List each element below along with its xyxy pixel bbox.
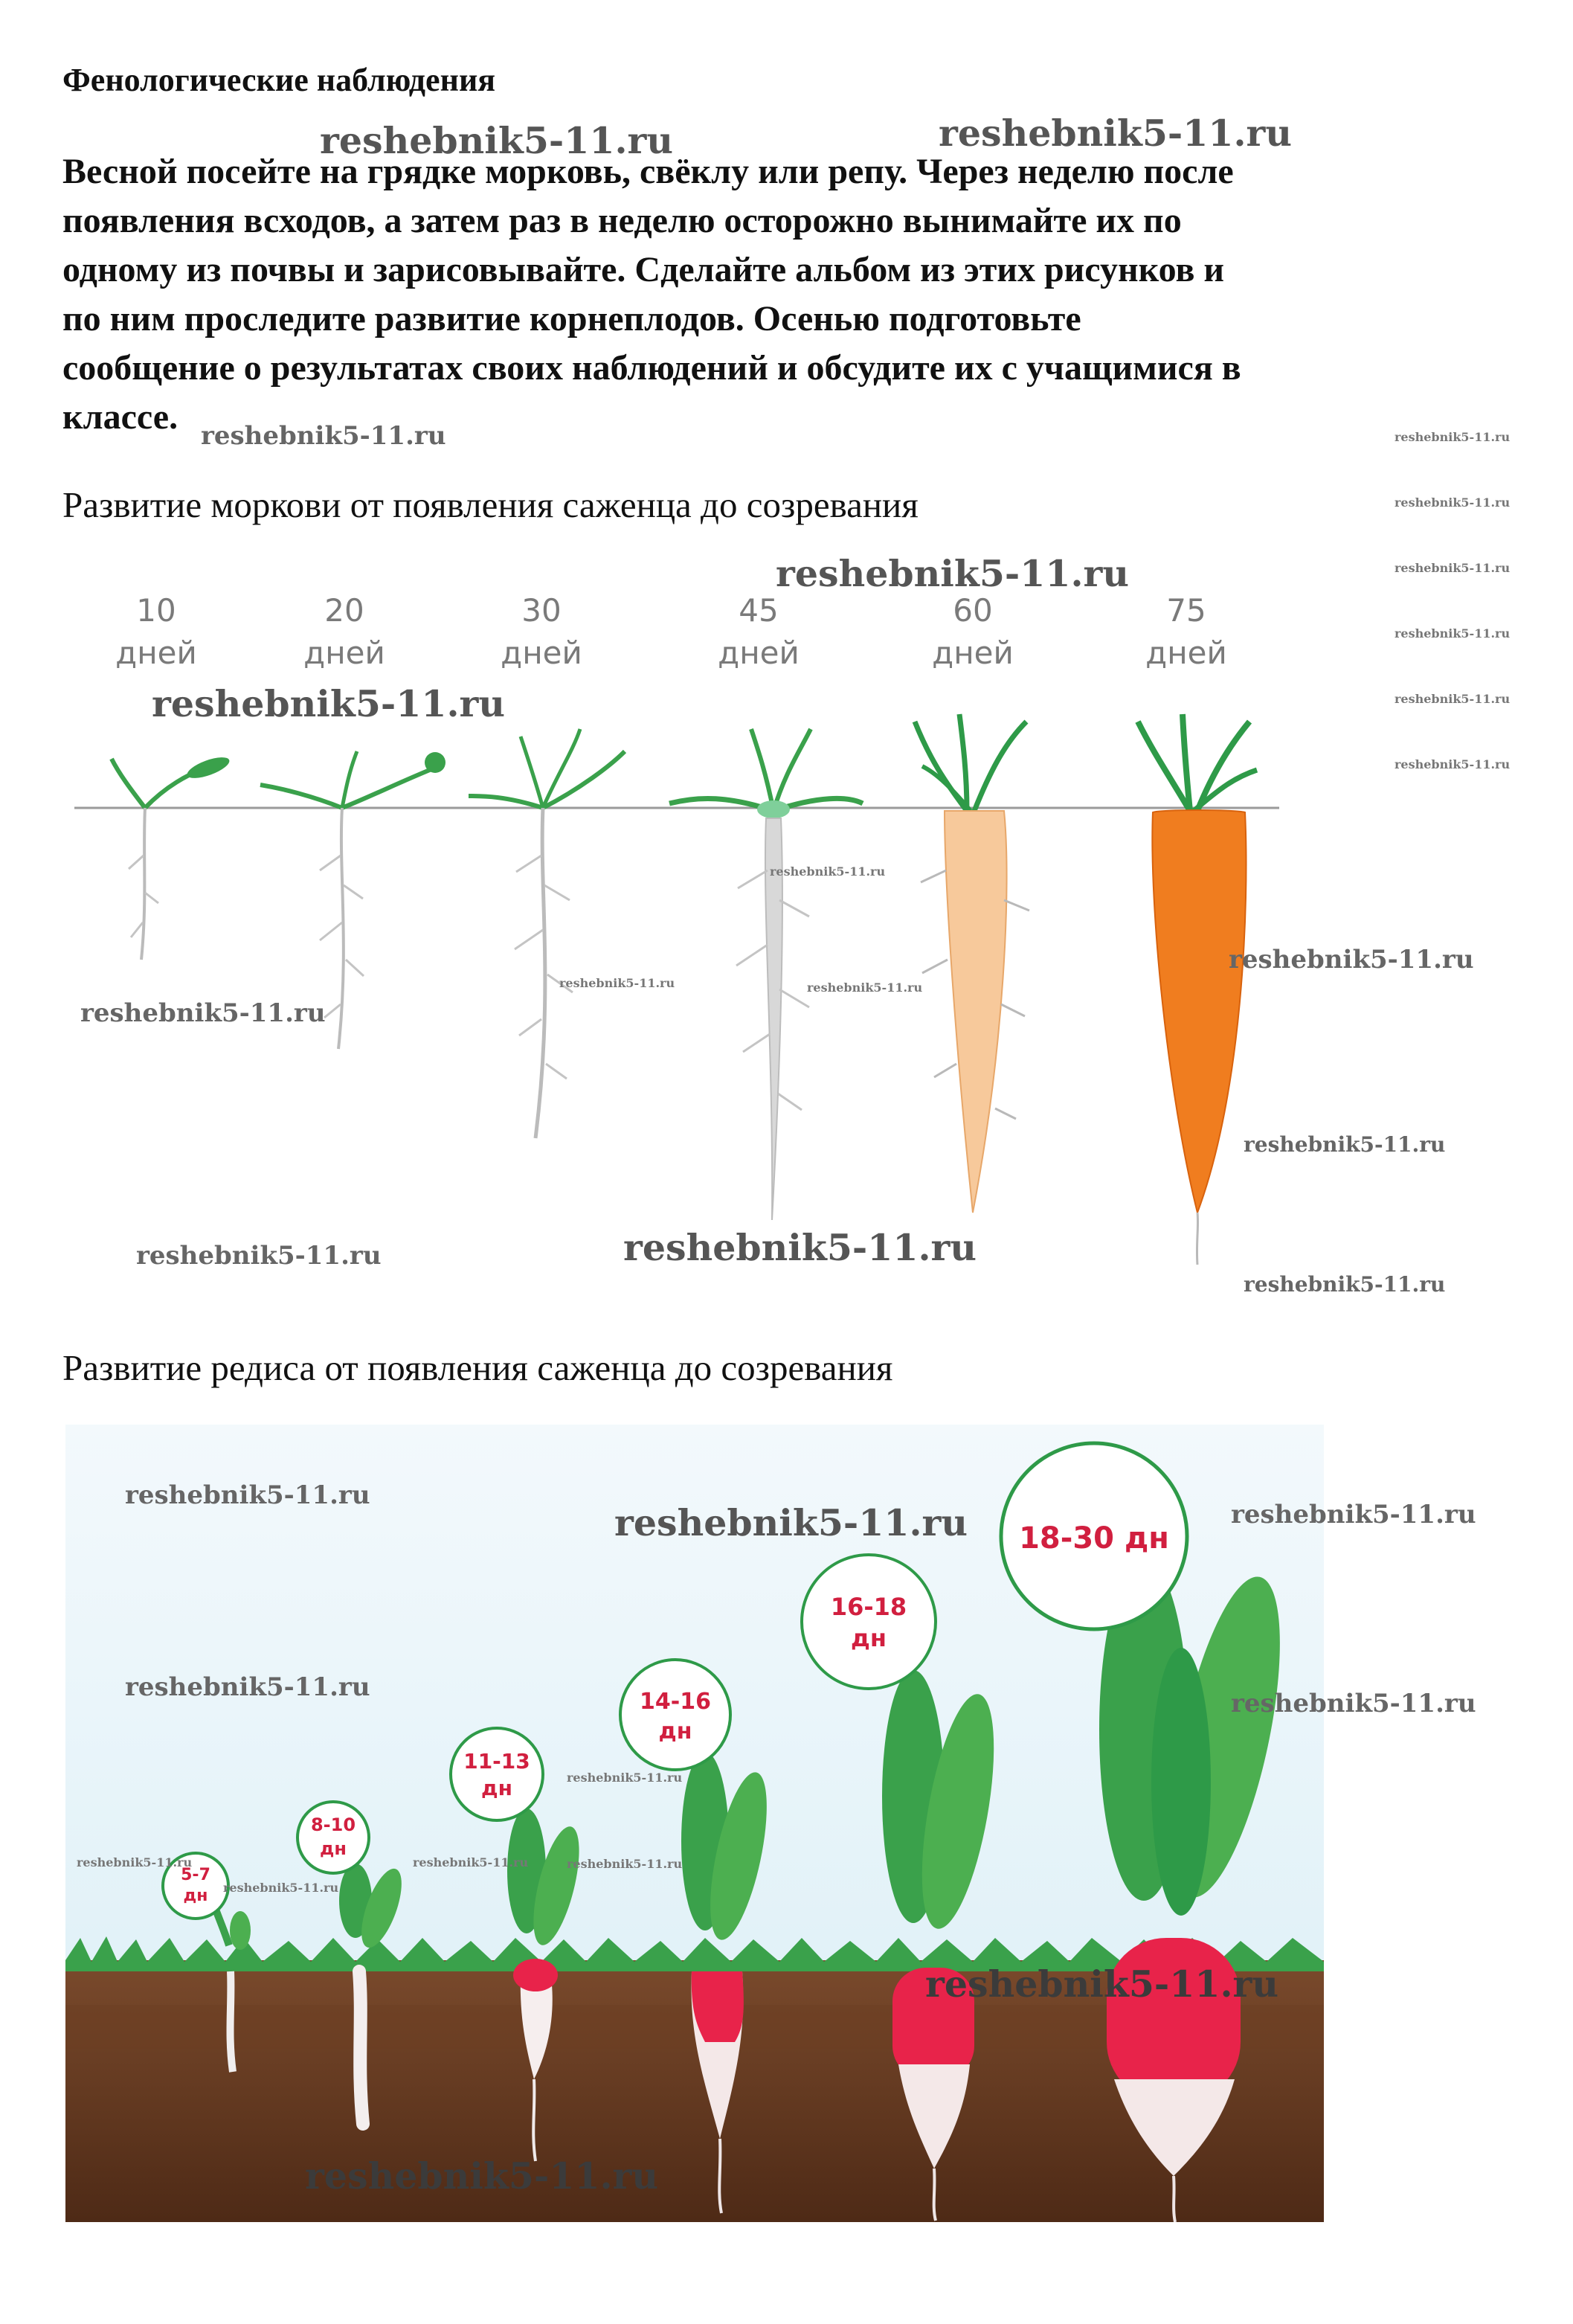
badge-line2: дн [658,1718,692,1744]
badge-line1: 5-7 [181,1866,210,1884]
task-line: классе. [62,397,178,437]
watermark: reshebnik5-11.ru [1395,561,1511,575]
watermark: reshebnik5-11.ru [623,1226,977,1269]
carrot-stage-unit: дней [115,635,197,671]
task-text [62,147,1531,442]
carrot-stage-unit: дней [501,635,582,671]
carrot-stage-unit: дней [1145,635,1227,671]
carrot-stage-unit: дней [932,635,1014,671]
watermark: reshebnik5-11.ru [1244,1272,1446,1297]
watermark: reshebnik5-11.ru [80,998,326,1028]
watermark: reshebnik5-11.ru [559,976,675,990]
watermark: reshebnik5-11.ru [201,421,446,451]
carrot-stage-number: 10 [136,592,176,629]
badge-16-18 [802,1555,936,1689]
badge-line2: дн [183,1887,208,1905]
watermark: reshebnik5-11.ru [125,1480,370,1510]
carrot-seedling-30 [469,729,625,1138]
task-line: по ним проследите развитие корнеплодов. Осенью подготовьте [62,299,1081,338]
carrot-stage-label-2 [303,592,385,671]
badge-14-16 [620,1660,730,1770]
carrot-stage-label-3 [501,592,582,671]
carrot-stage-unit: дней [303,635,385,671]
watermark: reshebnik5-11.ru [567,1771,683,1785]
task-line: Весной посейте на грядке морковь, свёклу или репу. Через неделю после [62,152,1234,191]
badge-line1: 8-10 [310,1814,356,1835]
carrot-stage-unit: дней [718,635,800,671]
watermark: reshebnik5-11.ru [770,864,886,879]
watermark: reshebnik5-11.ru [1395,626,1511,641]
watermark: reshebnik5-11.ru [1395,757,1511,771]
carrot-stage-label-6 [1145,592,1227,671]
badge-text: 18-30 дн [1019,1521,1169,1556]
watermark: reshebnik5-11.ru [614,1501,968,1544]
watermark: reshebnik5-11.ru [939,112,1292,155]
watermark: reshebnik5-11.ru [77,1855,193,1869]
carrot-stage-number: 60 [953,592,993,629]
watermark: reshebnik5-11.ru [925,1962,1278,2006]
watermark: reshebnik5-11.ru [125,1672,370,1702]
carrot-seedling-45 [669,729,863,1220]
watermark: reshebnik5-11.ru [152,682,505,725]
carrot-root-75 [1138,714,1257,1265]
radish-heading: Развитие редиса от появления саженца до созревания [62,1347,893,1388]
badge-11-13 [451,1728,543,1820]
carrot-seedling-10 [112,753,232,960]
carrot-root-60 [915,714,1029,1213]
carrot-stage-number: 30 [521,592,562,629]
watermark: reshebnik5-11.ru [1395,495,1511,510]
watermark: reshebnik5-11.ru [305,2154,658,2198]
watermark: reshebnik5-11.ru [807,980,923,995]
watermark: reshebnik5-11.ru [320,119,673,162]
badge-line2: дн [320,1838,347,1859]
watermark: reshebnik5-11.ru [1229,945,1474,975]
carrot-stage-number: 75 [1166,592,1206,629]
task-line: одному из почвы и зарисовывайте. Сделайте альбом из этих рисунков и [62,250,1225,289]
carrot-stage-label-1 [115,592,197,671]
watermark: reshebnik5-11.ru [1395,430,1511,444]
carrot-stage-label-5 [932,592,1014,671]
watermark: reshebnik5-11.ru [413,1855,529,1869]
badge-8-10 [297,1802,369,1873]
task-line: появления всходов, а затем раз в неделю осторожно вынимайте их по [62,201,1182,240]
watermark: reshebnik5-11.ru [567,1857,683,1871]
badge-line2: дн [851,1624,887,1652]
badge-line1: 16-18 [830,1593,907,1621]
watermark: reshebnik5-11.ru [1231,1689,1476,1718]
watermark: reshebnik5-11.ru [776,552,1129,595]
carrot-heading: Развитие моркови от появления саженца до созревания [62,484,919,525]
task-line: сообщение о результатах своих наблюдений и обсудите их с учащимися в [62,348,1241,388]
badge-line2: дн [481,1776,512,1800]
watermark: reshebnik5-11.ru [1231,1500,1476,1529]
watermark: reshebnik5-11.ru [1244,1132,1446,1157]
watermark: reshebnik5-11.ru [1395,692,1511,706]
carrot-stage-label-4 [718,592,800,671]
carrot-stage-number: 45 [739,592,779,629]
watermark: reshebnik5-11.ru [223,1881,339,1895]
badge-line1: 14-16 [640,1689,711,1715]
badge-line1: 11-13 [463,1749,530,1774]
watermark: reshebnik5-11.ru [136,1241,382,1271]
page-title: Фенологические наблюдения [62,62,496,98]
carrot-stage-number: 20 [324,592,364,629]
